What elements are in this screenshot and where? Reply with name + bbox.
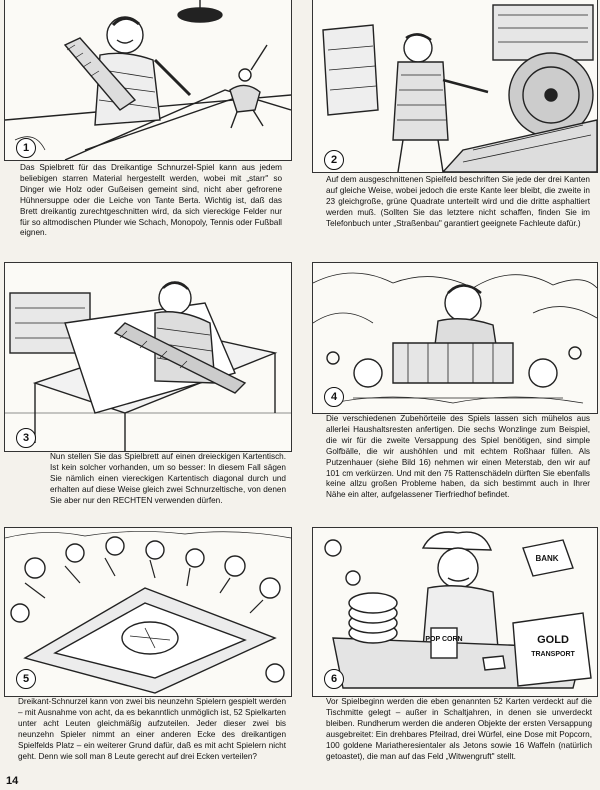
panel-4 [312,262,598,500]
carpenter-sawing-board-drawing [5,0,291,160]
panel-5-illustration [4,527,292,697]
bank-sign-label: BANK [535,554,559,563]
panel-2 [312,0,598,248]
gold-sack-label: GOLD [537,634,569,646]
panel-4-illustration [312,262,598,414]
panel-3-illustration [4,262,292,452]
panel-5-caption: Dreikant-Schnurzel kann von zwei bis neunzehn Spielern gespielt werden – mit Ausnahme von acht, da es bekanntlich unmöglich ist, 52 Spielkarten unter acht Leuten gleichmäßig aufzuteilen. Jeder dieser zwei bis neunzehn Spieler nimmt an einer anderen Ecke des dreikantigen Spielfelds Platz – ein weiterer Grund dafür, daß es mit acht Spielern nicht geht. Denn wie soll man 8 Leute gerecht auf drei Ecken verteilen? [18,697,286,761]
panel-3-number-badge: 3 [16,428,36,448]
panel-3-caption: Nun stellen Sie das Spielbrett auf einen dreieckigen Kartentisch. Ist kein solcher vorhanden, um so besser: In diesem Fall sägen Sie nämlich einen viereckigen Kartentisch diagonal durch und erhalten auf diese Weise gleich zwei Schnurzeltische, von denen Sie aber nur den RECHTEN verwenden dürfen. [50,452,286,505]
panel-4-caption: Die verschiedenen Zubehörteile des Spiels lassen sich mühelos aus allerlei Haushaltsresten anfertigen. Die sechs Wonzlinge zum Beispiel, die wir für die zweite Versappung des Spiel benötigen, sind simple Golfbälle, die wir aushöhlen und mit echtem Roßhaar füllen. Als Putzenhauer (siehe Bild 16) nehmen wir einen Meterstab, den wir auf 101 cm verkürzen. Und mit den 75 Rattenschädeln dürften Sie ebenfalls keine allzu großen Probleme haben, da sich bestimmt auch in Ihrer Nähe ein alter, aufgelassener Tierfriedhof befindet. [326,414,590,500]
panel-2-caption: Auf dem ausgeschnittenen Spielfeld beschriften Sie jede der drei Kanten auf gleiche Weise, wobei jedoch die erste Kante leer bleibt, die zweite in 23 gleichgroße, grüne Quadrate unterteilt wird und die dritte asphaltiert werden muß. (Sollten Sie das letztere nicht schaffen, finden Sie im Telefonbuch unter „Straßenbau" garantiert geeignete Fachleute dafür.) [326,175,590,228]
panel-6 [312,527,598,775]
panel-6-number-badge: 6 [324,669,344,689]
players-around-triangle-board-drawing [5,528,291,696]
panel-6-illustration [312,527,598,697]
game-accessories-drawing [313,263,597,413]
panel-2-illustration [312,0,598,173]
cook-with-game-objects-drawing [313,528,597,696]
page-number: 14 [6,775,19,787]
panel-5-number-badge: 5 [16,669,36,689]
panel-1-number-badge: 1 [16,138,36,158]
panel-4-number-badge: 4 [324,387,344,407]
worker-with-road-roller-drawing [313,0,597,172]
panel-1-illustration [4,0,292,161]
transport-sack-label: TRANSPORT [531,651,575,658]
panel-2-number-badge: 2 [324,150,344,170]
panel-1-caption: Das Spielbrett für das Dreikantige Schnurzel-Spiel kann aus jedem beliebigen starren Material hergestellt werden, wobei mit „starr" so Dinger wie Holz oder Gußeisen gemeint sind, nicht aber gefrorene Hühnersuppe oder die Leiche von Tante Berta. Wichtig ist, daß das Brett dreikantig zurechtgeschnitten wird, da sich viereckige Felder nur für so altmodischen Plunder wie Schach, Monopoly, Tennis oder Fußball eignen. [20,163,282,238]
man-sawing-table-drawing [5,263,291,451]
panel-6-caption: Vor Spielbeginn werden die eben genannten 52 Karten verdeckt auf die Tischmitte gelegt – außer in Schaltjahren, in denen sie unverdeckt bleiben. Rundherum werden die anderen Objekte der ersten Versappung ausgebreitet: Ein drehbares Pfeilrad, drei Würfel, eine Dose mit Popcorn, 100 goldene Mariatheresientaler als Jetons sowie 16 Waffeln (natürlich getoastet), die man auf das Feld „Witwengruft" stellt. [326,697,592,761]
panel-5 [4,527,292,775]
panel-3 [4,262,292,505]
panel-1 [4,0,292,248]
popcorn-can-label-line1: POP CORN [425,636,463,643]
